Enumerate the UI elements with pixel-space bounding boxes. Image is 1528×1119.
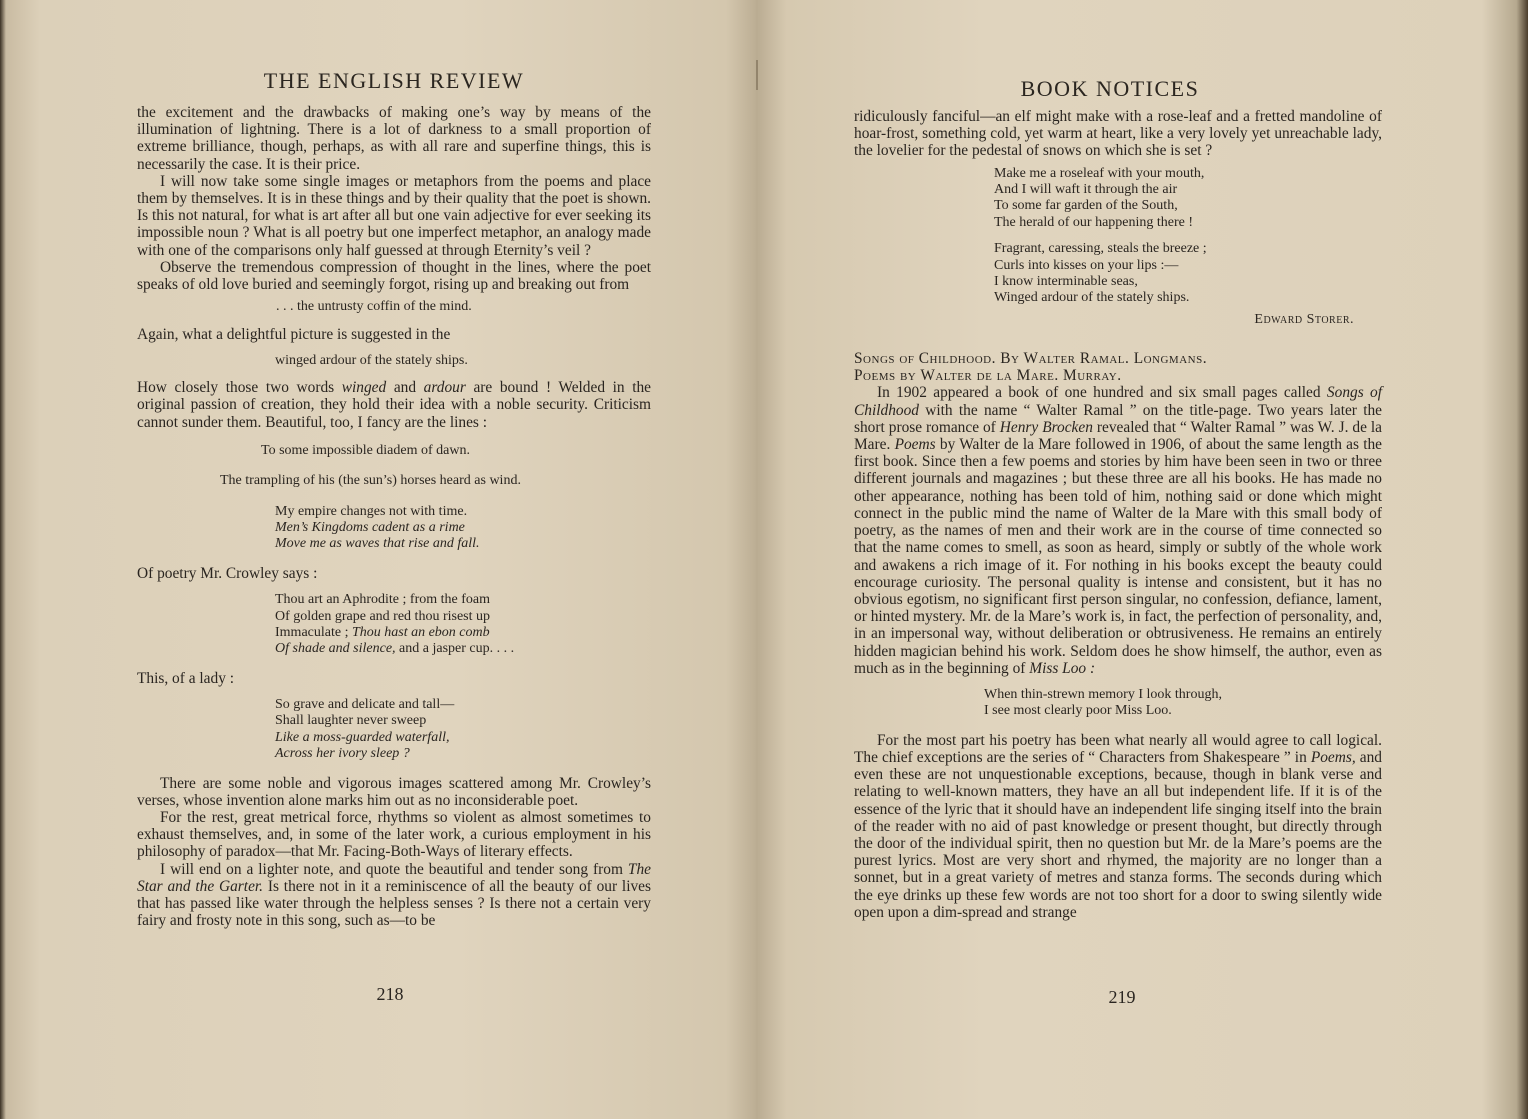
text-run-italic: ardour [423,379,466,397]
verse-line: When thin-strewn memory I look through, [984,686,1222,702]
verse-line: To some far garden of the South, [994,198,1178,214]
verse-line: Like a moss-guarded waterfall, [275,729,450,745]
text-run-italic: Poems [894,436,936,454]
paragraph: Of poetry Mr. Crowley says : [137,564,318,582]
text-run: Immaculate ; [275,624,352,640]
text-run-italic: Miss Loo : [1029,659,1096,677]
text-run: and even these are not unquestionable exceptions, because, though in blank verse and relating to well-known matters, they have an all but independent life. If it is of the essence of the lyric that it should have an independent life singing itself into the brain of the reader with no aid of past knowledge or present thought, but directly through the door of the individual spirit, then no question but Mr. de la Mare’s poems are the purest lyrics. Most are very short and rhymed, the majority are no longer than a sonnet, but in a great variety of metres and stanza forms. The seconds during which the eye drinks up these few words are not too short for a door to swing silently wide open upon a dim-spread and strange [854,748,1382,921]
text-run: Is there not in it a reminiscence of all the beauty of our lives that has passed like water through the helpless senses ? Is there not a certain very fairy and frosty note in this song, such as—to be [137,877,652,930]
paragraph [137,379,651,431]
text-run-italic: Songs of Childhood [854,384,1383,419]
verse-quote [994,241,1382,307]
verse-line [275,625,651,641]
text-run: I will end on a lighter note, and quote the beautiful and tender song from [160,860,628,878]
text-run: revealed that “ Walter Ramal ” was W. J. de la Mare. [854,418,1382,454]
left-page [0,0,756,1119]
verse-line: And I will waft it through the air [994,182,1178,198]
verse-line: So grave and delicate and tall— [275,696,455,712]
page-number: 219 [1108,987,1136,1007]
text-run-italic: Poems, [1310,748,1356,766]
verse-line: The trampling of his (the sun’s) horses heard as wind. [220,473,521,489]
verse-line: I know interminable seas, [994,274,1138,290]
paragraph: This, of a lady : [137,669,235,687]
paragraph [137,861,651,930]
paragraph: For the rest, great metrical force, rhythms so violent as almost sometimes to exhaust themselves, and, in some of the later work, a curious employment in his philosophy of paradox—that Mr. Facing-Both-Ways of literary effects. [137,808,651,861]
paragraph: Observe the tremendous compression of thought in the lines, where the poet speaks of old love buried and seemingly forgot, rising up and breaking out from [137,258,651,294]
text-run: and a jasper cup. . . . [395,641,515,657]
paragraph: I will now take some single images or metaphors from the poems and place them by themselves. It is in these things and by their quality that the poet is shown. Is this not natural, for what is art after all but one vain adjective for ever seeking its impossible noun ? What is all poetry but one imperfect metaphor, an analogy made with one of the comparisons only half guessed at through Eternity’s veil ? [137,172,651,259]
paragraph: There are some noble and vigorous images scattered among Mr. Crowley’s verses, whose invention alone marks him out as no inconsiderable poet. [137,774,651,809]
verse-line: Of golden grape and red thou risest up [275,608,490,624]
verse-quote [220,473,651,489]
verse-quote [276,299,651,315]
text-run: How closely those two words [137,379,342,397]
section-spacer [854,328,1382,350]
verse-line: Fragrant, caressing, steals the breeze ; [994,241,1207,257]
paragraph [854,384,1382,676]
verse-line: The herald of our happening there ! [994,214,1194,230]
verse-line: Make me a roseleaf with your mouth, [994,165,1205,181]
verse-quote [275,592,651,658]
verse-quote [984,687,1382,720]
paragraph: Again, what a delightful picture is suggested in the [137,325,451,343]
page-number: 218 [376,984,404,1004]
book-title-entry: Songs of Childhood. By Walter Ramal. Longmans. [854,350,1208,368]
author-signature: Edward Storer. [1254,311,1354,327]
text-run: with the name “ Walter Ramal ” on the title-page. Two years later the short prose romance of [854,401,1382,436]
text-run: by Walter de la Mare followed in 1906, of about the same length as the first book. Since then a few poems and stories by him have been seen in two or three different journals and magazines ; but these three are all his books. He has made no other appearance, nothing has been told of him, nothing said or done which might connect in the public mind the name of Walter de la Mare with this small body of poetry, as the names of men and their work are in the course of time connected so that the name comes to smell, as soon as heard, simply or subtly of the whole work and awakens a rich image of it. For nothing in his books except the beauty could encourage curiosity. The personal quality is intense and consistent, but it has no obvious egotism, no significant first person singular, no confession, defiance, lament, or hinted mystery. Mr. de la Mare’s work is, in fact, the perfection of personality, and, in an impersonal way, without deliberation or obtrusiveness. He remains an entirely hidden magician behind his work. Seldom does he show himself, the author, even as much as in the beginning of [854,436,1383,677]
text-run: and [386,379,424,397]
running-head: BOOK NOTICES [1020,76,1200,101]
text-run-italic: Of shade and silence, [275,641,396,657]
paragraph: the excitement and the drawbacks of making one’s way by means of the illumination of lightning. There is a lot of darkness to a small proportion of extreme brilliance, though, perhaps, as with all rare and superfine things, this is necessarily the case. It is their price. [137,104,651,173]
verse-line: Winged ardour of the stately ships. [994,290,1190,306]
left-text-column [137,104,651,929]
right-page [756,0,1528,1119]
verse-line: Thou art an Aphrodite ; from the foam [275,592,490,608]
verse-line: Move me as waves that rise and fall. [275,536,480,552]
text-run-italic: Henry Brocken [999,418,1093,436]
book-title-entry: Poems by Walter de la Mare. Murray. [854,367,1122,385]
verse-quote [275,353,651,369]
verse-line: My empire changes not with time. [275,503,468,519]
text-run-italic: The Star and the Garter. [137,860,651,895]
text-run-italic: Thou hast an ebon comb [351,624,490,640]
gutter-mark [756,60,758,90]
verse-line: I see most clearly poor Miss Loo. [984,703,1172,719]
text-run-italic: winged [341,379,387,397]
verse-quote [994,166,1382,232]
verse-line: Men’s Kingdoms cadent as a rime [275,520,465,536]
verse-line: To some impossible diadem of dawn. [261,442,470,458]
verse-quote [275,697,651,763]
text-run: are bound ! Welded in the original passion of creation, they hold their idea with a noble security. Criticism cannot sunder them. Beautiful, too, I fancy are the lines : [137,379,652,431]
verse-quote [275,504,651,553]
running-head: THE ENGLISH REVIEW [263,68,525,93]
right-text-column [854,108,1382,921]
paragraph [854,732,1382,921]
verse-line: Across her ivory sleep ? [275,746,410,762]
text-run: For the most part his poetry has been what nearly all would agree to call logical. The chief exceptions are the series of “ Characters from Shakespeare ” in [854,731,1382,766]
verse-line [275,641,651,657]
verse-line: . . . the untrusty coffin of the mind. [276,299,472,315]
verse-line: Shall laughter never sweep [275,713,427,729]
verse-line: Curls into kisses on your lips :— [994,257,1179,273]
text-run: In 1902 appeared a book of one hundred and six small pages called [877,384,1327,402]
verse-line: winged ardour of the stately ships. [275,352,468,368]
paragraph: ridiculously fanciful—an elf might make with a rose-leaf and a fretted mandoline of hoar-frost, something cold, yet warm at heart, like a very lovely yet unreachable lady, the lovelier for the pedestal of snows on which she is set ? [854,108,1382,160]
verse-quote [261,443,651,459]
